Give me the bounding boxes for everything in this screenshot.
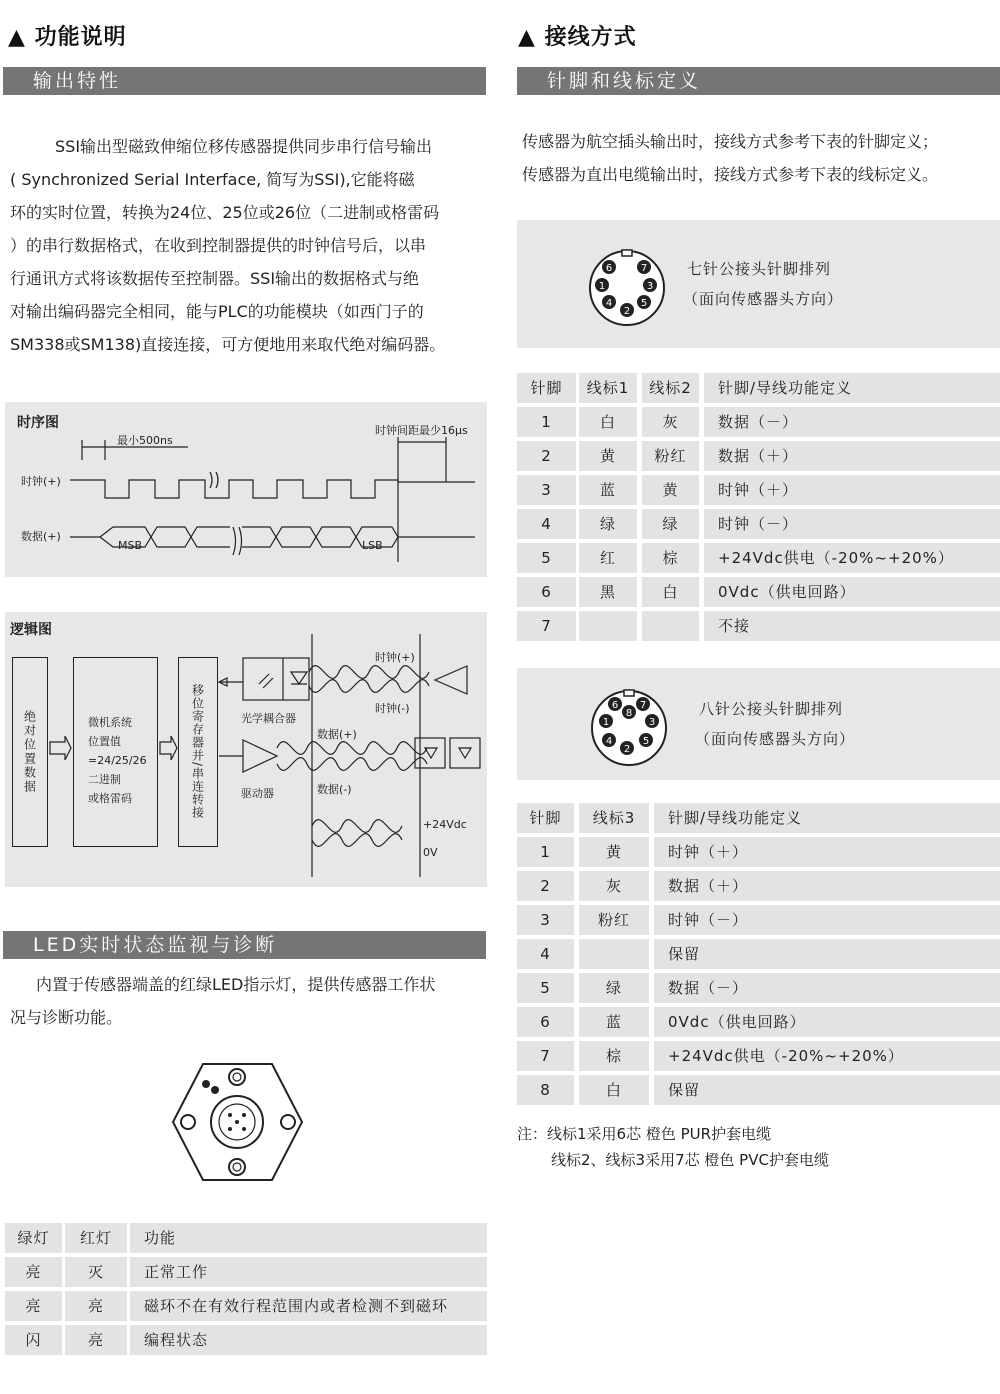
pin-table-header: 针脚/导线功能定义 bbox=[654, 803, 1000, 833]
zero-v-label: 0V bbox=[423, 846, 438, 859]
pin-table-header: 线标1 bbox=[579, 373, 637, 403]
table-cell: 2 bbox=[517, 441, 576, 471]
clock-signal-label: 时钟(+) bbox=[21, 475, 61, 488]
paragraph-line: 环的实时位置，转换为24位、25位或26位（二进制或格雷码 bbox=[10, 203, 440, 222]
table-row bbox=[517, 611, 1000, 641]
table-cell: 数据（－） bbox=[654, 973, 1000, 1003]
svg-text:2: 2 bbox=[623, 306, 631, 317]
table-cell: 4 bbox=[517, 939, 574, 969]
vdc-label: +24Vdc bbox=[423, 818, 467, 831]
table-row bbox=[5, 1325, 487, 1355]
mcu-line: 微机系统 bbox=[88, 716, 132, 729]
data-plus-label: 数据(+) bbox=[317, 728, 357, 741]
table-cell: +24Vdc供电（-20%~+20%） bbox=[704, 543, 1000, 573]
table-cell bbox=[579, 611, 637, 641]
table-cell: 蓝 bbox=[579, 475, 637, 505]
svg-text:6: 6 bbox=[605, 263, 613, 274]
table-cell: 4 bbox=[517, 509, 576, 539]
table-cell: 磁环不在有效行程范围内或者检测不到磁环 bbox=[130, 1291, 487, 1321]
paragraph-line: ( Synchronized Serial Interface, 简写为SSI),它能将磁 bbox=[10, 170, 415, 189]
table-cell: 白 bbox=[642, 577, 699, 607]
eight-pin-connector-icon bbox=[589, 688, 669, 768]
table-row bbox=[517, 973, 1000, 1003]
seven-pin-subtitle: （面向传感器头方向） bbox=[683, 290, 844, 308]
led-table-header: 功能 bbox=[130, 1223, 487, 1253]
eight-pin-panel bbox=[517, 668, 1000, 780]
svg-text:6: 6 bbox=[611, 700, 619, 711]
table-cell: 数据（－） bbox=[704, 407, 1000, 437]
output-bar: 输出特性 bbox=[3, 67, 486, 95]
table-cell: 保留 bbox=[654, 1075, 1000, 1105]
table-cell: 时钟（－） bbox=[704, 509, 1000, 539]
table-row bbox=[517, 871, 1000, 901]
table-cell: 正常工作 bbox=[130, 1257, 487, 1287]
msb-label: MSB bbox=[118, 539, 143, 552]
paragraph-line: ）的串行数据格式，在收到控制器提供的时钟信号后，以串 bbox=[10, 236, 427, 255]
section-heading-wiring: ▲ 接线方式 bbox=[518, 25, 637, 50]
table-cell: 数据（＋） bbox=[704, 441, 1000, 471]
table-row bbox=[517, 577, 1000, 607]
table-row bbox=[517, 1041, 1000, 1071]
clock-plus-label: 时钟(+) bbox=[375, 651, 415, 664]
timing-diagram bbox=[5, 402, 487, 577]
paragraph-line: SM338或SM138)直接连接，可方便地用来取代绝对编码器。 bbox=[10, 335, 446, 354]
table-cell: 3 bbox=[517, 905, 574, 935]
led-paragraph bbox=[10, 968, 486, 1034]
svg-text:5: 5 bbox=[640, 298, 648, 309]
mcu-line: 或格雷码 bbox=[88, 792, 132, 805]
table-cell: 绿 bbox=[642, 509, 699, 539]
table-row bbox=[517, 543, 1000, 573]
paragraph-line: 内置于传感器端盖的红绿LED指示灯，提供传感器工作状 bbox=[36, 975, 436, 994]
table-cell: 3 bbox=[517, 475, 576, 505]
table-row bbox=[517, 509, 1000, 539]
seven-pin-panel bbox=[517, 220, 1000, 348]
table-cell: 1 bbox=[517, 407, 576, 437]
svg-text:8: 8 bbox=[625, 708, 633, 719]
svg-text:4: 4 bbox=[605, 298, 613, 309]
table-row bbox=[517, 939, 1000, 969]
table-cell: 1 bbox=[517, 837, 574, 867]
seven-pin-title: 七针公接头针脚排列 bbox=[687, 260, 832, 278]
table-cell: 6 bbox=[517, 1007, 574, 1037]
table-cell: 粉红 bbox=[642, 441, 699, 471]
table-cell: 闪 bbox=[5, 1325, 62, 1355]
paragraph-line: 况与诊断功能。 bbox=[10, 1008, 123, 1027]
pin-table-2 bbox=[517, 803, 1000, 1108]
paragraph-line: 传感器为航空插头输出时，接线方式参考下表的针脚定义； bbox=[522, 132, 939, 151]
table-row bbox=[517, 905, 1000, 935]
table-cell: 红 bbox=[579, 543, 637, 573]
table-cell: 5 bbox=[517, 973, 574, 1003]
table-cell: 亮 bbox=[65, 1291, 127, 1321]
eight-pin-subtitle: （面向传感器头方向） bbox=[695, 730, 856, 748]
table-cell: +24Vdc供电（-20%~+20%） bbox=[654, 1041, 1000, 1071]
table-row bbox=[517, 475, 1000, 505]
section-heading-function: ▲ 功能说明 bbox=[8, 25, 127, 50]
table-cell: 8 bbox=[517, 1075, 574, 1105]
led-table-header: 绿灯 bbox=[5, 1223, 62, 1253]
table-cell: 黄 bbox=[579, 441, 637, 471]
data-signal-label: 数据(+) bbox=[21, 530, 61, 543]
logic-diagram bbox=[5, 612, 487, 887]
table-cell: 6 bbox=[517, 577, 576, 607]
table-row bbox=[5, 1291, 487, 1321]
note-line: 线标2、线标3采用7芯 橙色 PVC护套电缆 bbox=[551, 1151, 829, 1169]
lsb-label: LSB bbox=[362, 539, 383, 552]
table-cell: 灭 bbox=[65, 1257, 127, 1287]
table-cell: 保留 bbox=[654, 939, 1000, 969]
pin-table-header: 针脚/导线功能定义 bbox=[704, 373, 1000, 403]
timing-waveforms bbox=[5, 402, 487, 577]
paragraph-line: 传感器为直出电缆输出时，接线方式参考下表的线标定义。 bbox=[522, 165, 939, 184]
table-cell: 黑 bbox=[579, 577, 637, 607]
timing-title: 时序图 bbox=[17, 415, 59, 431]
table-cell: 5 bbox=[517, 543, 576, 573]
paragraph-line: 对输出编码器完全相同，能与PLC的功能模块（如西门子的 bbox=[10, 302, 424, 321]
table-cell: 粉红 bbox=[579, 905, 649, 935]
cable-note bbox=[517, 1121, 1000, 1173]
logic-wiring bbox=[5, 612, 487, 887]
min-pulse-label: 最小500ns bbox=[117, 434, 173, 447]
pin-bar: 针脚和线标定义 bbox=[517, 67, 1000, 95]
table-cell: 0Vdc（供电回路） bbox=[704, 577, 1000, 607]
svg-text:3: 3 bbox=[646, 281, 654, 292]
mcu-line: =24/25/26 bbox=[88, 754, 147, 767]
table-cell: 亮 bbox=[65, 1325, 127, 1355]
table-cell bbox=[642, 611, 699, 641]
table-cell: 不接 bbox=[704, 611, 1000, 641]
table-cell: 亮 bbox=[5, 1291, 62, 1321]
table-cell: 白 bbox=[579, 407, 637, 437]
driver-label: 驱动器 bbox=[241, 787, 274, 800]
table-cell: 0Vdc（供电回路） bbox=[654, 1007, 1000, 1037]
table-cell: 时钟（＋） bbox=[704, 475, 1000, 505]
table-cell: 灰 bbox=[642, 407, 699, 437]
svg-text:4: 4 bbox=[605, 736, 613, 747]
table-cell: 7 bbox=[517, 611, 576, 641]
svg-text:2: 2 bbox=[623, 744, 631, 755]
sensor-end-cap-drawing bbox=[170, 1060, 305, 1185]
table-cell: 棕 bbox=[579, 1041, 649, 1071]
paragraph-line: 行通讯方式将该数据传至控制器。SSI输出的数据格式与绝 bbox=[10, 269, 420, 288]
clock-minus-label: 时钟(-) bbox=[375, 702, 410, 715]
note-line: 注：线标1采用6芯 橙色 PUR护套电缆 bbox=[517, 1125, 772, 1143]
svg-text:7: 7 bbox=[640, 263, 648, 274]
logic-title: 逻辑图 bbox=[10, 622, 52, 638]
table-cell: 绿 bbox=[579, 509, 637, 539]
shift-register-label: 移位寄存器并/串连转接 bbox=[190, 684, 205, 820]
pin-table-header: 针脚 bbox=[517, 373, 576, 403]
table-row bbox=[517, 837, 1000, 867]
eight-pin-title: 八针公接头针脚排列 bbox=[699, 700, 844, 718]
clock-gap-label: 时钟间距最少16μs bbox=[375, 424, 468, 437]
table-row bbox=[517, 1007, 1000, 1037]
pin-table-header: 针脚 bbox=[517, 803, 574, 833]
abs-data-label: 绝对位置数据 bbox=[22, 710, 37, 794]
table-cell: 绿 bbox=[579, 973, 649, 1003]
table-row bbox=[517, 441, 1000, 471]
ssi-paragraph bbox=[10, 130, 486, 361]
table-cell: 白 bbox=[579, 1075, 649, 1105]
pin-table-1 bbox=[517, 373, 1000, 645]
led-bar: LED实时状态监视与诊断 bbox=[3, 931, 486, 959]
table-row bbox=[517, 1075, 1000, 1105]
mcu-line: 二进制 bbox=[88, 773, 121, 786]
table-cell bbox=[579, 939, 649, 969]
table-cell: 黄 bbox=[642, 475, 699, 505]
svg-text:3: 3 bbox=[648, 717, 656, 728]
table-cell: 7 bbox=[517, 1041, 574, 1071]
svg-text:1: 1 bbox=[598, 281, 606, 292]
table-cell: 时钟（－） bbox=[654, 905, 1000, 935]
data-minus-label: 数据(-) bbox=[317, 783, 352, 796]
mcu-line: 位置值 bbox=[88, 735, 121, 748]
pin-table-header: 线标3 bbox=[579, 803, 649, 833]
paragraph-line: SSI输出型磁致伸缩位移传感器提供同步串行信号输出 bbox=[55, 137, 433, 156]
table-cell: 编程状态 bbox=[130, 1325, 487, 1355]
table-cell: 棕 bbox=[642, 543, 699, 573]
table-cell: 2 bbox=[517, 871, 574, 901]
table-row bbox=[5, 1257, 487, 1287]
svg-text:7: 7 bbox=[639, 700, 647, 711]
led-table bbox=[5, 1223, 487, 1383]
table-cell: 数据（＋） bbox=[654, 871, 1000, 901]
wiring-intro bbox=[522, 125, 1000, 191]
pin-table-header: 线标2 bbox=[642, 373, 699, 403]
table-cell: 亮 bbox=[5, 1257, 62, 1287]
table-cell: 蓝 bbox=[579, 1007, 649, 1037]
optocoupler-label: 光学耦合器 bbox=[241, 712, 296, 725]
table-cell: 黄 bbox=[579, 837, 649, 867]
led-table-header: 红灯 bbox=[65, 1223, 127, 1253]
table-cell: 灰 bbox=[579, 871, 649, 901]
table-cell: 时钟（＋） bbox=[654, 837, 1000, 867]
seven-pin-connector-icon bbox=[587, 248, 667, 328]
svg-text:5: 5 bbox=[642, 736, 650, 747]
svg-text:1: 1 bbox=[602, 717, 610, 728]
table-row bbox=[517, 407, 1000, 437]
